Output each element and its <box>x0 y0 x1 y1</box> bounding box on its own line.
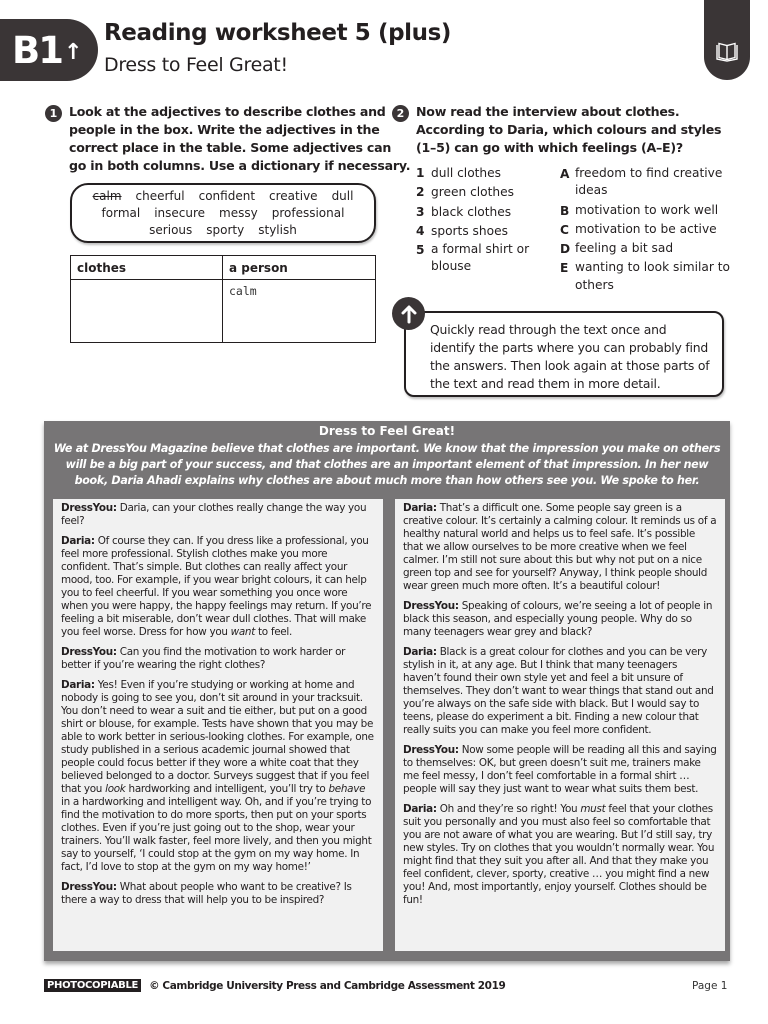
speaker-label: DressYou: <box>61 646 117 658</box>
turn-text: Black is a great colour for clothes and you can be very stylish in it, at any age. But I think that many teenagers haven’t found their own style yet and feel a bit unsure of themselves. They don’t want to wear things that stand out and you’re always on the safe side with black. But I would say to teens, please do experiment a bit. Finding a new colour that really suits you can make you feel more confident. <box>403 646 714 736</box>
speaker-label: Daria: <box>403 502 437 514</box>
speaker-label: DressYou: <box>61 502 117 514</box>
article-column-right <box>395 499 725 951</box>
item-text: black clothes <box>431 204 512 219</box>
word-stylish: stylish <box>258 222 297 237</box>
speaker-label: DressYou: <box>403 600 459 612</box>
instruction-line: (1–5) can go with which feelings (A–E)? <box>416 140 683 155</box>
tip-box <box>404 311 724 397</box>
turn-text: That’s a difficult one. Some people say green is a creative colour. It’s certainly a calming colour. It reminds us of a healthy natural world and helps us to feel safe. It’s possible that we allow ourselves to be more creative when we feel calmer. I’m still not sure about this but why not put on a nice green top and see for yourself? Anyway, I think people should wear green much more often. It’s a beautiful colour! <box>403 502 717 592</box>
item-text: freedom to find creative ideas <box>575 166 723 198</box>
speaker-label: DressYou: <box>61 881 117 893</box>
item-number: 4 <box>416 223 425 238</box>
word-serious: serious <box>149 222 193 237</box>
item-number: 1 <box>416 166 425 180</box>
speaker-label: Daria: <box>61 679 95 691</box>
emphasis: behave <box>328 783 366 795</box>
exercise-1-number: 1 <box>45 105 62 122</box>
exercise-2-number: 2 <box>392 105 409 122</box>
up-arrow-icon <box>392 297 425 330</box>
level-badge <box>0 19 98 81</box>
word-calm: calm <box>92 188 122 203</box>
interview-turn <box>61 535 375 639</box>
interview-turn <box>403 803 717 907</box>
turn-text: Now some people will be reading all this and saying to themselves: OK, but green doesn’t suit me, trainers make me feel messy, I don’t feel comfortable in a formal shirt … people will say they just want to wear what suits them best. <box>403 744 717 795</box>
word-creative: creative <box>269 188 318 203</box>
item-text: feeling a bit sad <box>575 241 674 256</box>
page-subtitle: Dress to Feel Great! <box>104 54 288 76</box>
item-text: a formal shirt or blouse <box>431 242 530 274</box>
item-text: motivation to work well <box>575 202 719 217</box>
instruction-line: Now read the interview about clothes. <box>416 104 680 119</box>
item-letter: E <box>560 261 569 276</box>
adjective-word-box <box>70 183 376 243</box>
footer <box>44 979 505 992</box>
interview-turn <box>403 600 717 639</box>
interview-turn <box>403 744 717 796</box>
turn-text: hardworking and intelligent, you’ll try to <box>125 783 329 795</box>
word-confident: confident <box>198 188 256 203</box>
interview-turn <box>403 646 717 737</box>
instruction-line: go in both columns. Use a dictionary if necessary. <box>69 158 411 173</box>
item-text: green clothes <box>431 185 514 200</box>
interview-turn <box>403 502 717 593</box>
list-item <box>560 221 730 240</box>
column-header-a-person: a person <box>223 256 376 280</box>
item-text: dull clothes <box>431 166 502 180</box>
word-messy: messy <box>219 205 258 220</box>
turn-text: Of course they can. If you dress like a professional, you feel more professional. Stylish clothes make you more confident. That’s simple. But clothes can really affect your mood, too. For example, if you wear bright colours, it can help you to feel cheerful. If you wear something you once wore when you were happy, the happy feelings may return. If you’re feeling a bit miserable, don’t wear dull clothes. That will make you feel worse. Dress for how you <box>61 535 372 638</box>
column-header-clothes: clothes <box>71 256 223 280</box>
item-text: sports shoes <box>431 223 508 238</box>
person-answer-cell[interactable]: calm <box>223 280 376 343</box>
reading-tab <box>704 0 750 80</box>
item-letter: D <box>560 242 571 257</box>
speaker-label: Daria: <box>403 803 437 815</box>
word-cheerful: cheerful <box>135 188 185 203</box>
interview-turn <box>61 679 375 874</box>
article-intro: We at DressYou Magazine believe that clothes are important. We know that the impression you make on others will be a big part of your success, and that clothes are an important element of that impression. In her new book, Daria Ahadi explains why clothes are about much more than how others see you. We spoke to her. <box>53 442 721 487</box>
instruction-line: According to Daria, which colours and styles <box>416 122 722 137</box>
word-insecure: insecure <box>154 205 206 220</box>
turn-text: Oh and they’re so right! You <box>439 803 581 815</box>
list-item <box>416 241 551 275</box>
word-sporty: sporty <box>206 222 245 237</box>
open-book-icon <box>715 42 739 62</box>
list-item <box>416 203 551 222</box>
exercise-1-instruction <box>69 103 410 175</box>
article-column-left <box>53 499 383 951</box>
item-text: wanting to look similar to others <box>575 260 730 292</box>
item-text: motivation to be active <box>575 221 717 236</box>
item-letter: A <box>560 167 570 181</box>
reading-panel <box>44 421 730 961</box>
item-number: 5 <box>416 243 425 258</box>
instruction-line: correct place in the table. Some adjectives can <box>69 140 392 155</box>
level-label: B1 <box>12 28 62 72</box>
instruction-line: people in the box. Write the adjectives in the <box>69 122 380 137</box>
item-number: 2 <box>416 185 425 200</box>
turn-text: Can you find the motivation to work harder or better if you’re wearing the right clothes? <box>61 646 346 671</box>
speaker-label: DressYou: <box>403 744 459 756</box>
emphasis: look <box>105 783 126 795</box>
instruction-line: Look at the adjectives to describe clothes and <box>69 104 386 119</box>
list-item <box>416 222 551 241</box>
photocopiable-badge: PHOTOCOPIABLE <box>44 979 141 992</box>
turn-text: feel that your clothes suit you personally and you must also feel so comfortable that you are not aware of what you are wearing. But I’d still say, try new styles. Try on clothes that you wouldn’t normally wear. You might find that they suit you after all. And that they make you feel confident, clever, sporty, creative … you might find a new you! And, most importantly, enjoy yourself. Clothes should be fun! <box>403 803 715 906</box>
list-item <box>560 259 730 296</box>
list-item <box>416 183 551 202</box>
word-professional: professional <box>271 205 345 220</box>
article-title: Dress to Feel Great! <box>318 424 456 438</box>
list-item <box>560 165 730 202</box>
table-header-row <box>71 256 376 280</box>
styles-list <box>416 164 551 275</box>
speaker-label: Daria: <box>403 646 437 658</box>
feelings-list <box>560 165 730 296</box>
turn-text: Speaking of colours, we’re seeing a lot of people in black this season, and especially young people. Why do so many teenagers wear grey and black? <box>403 600 713 638</box>
list-item <box>416 164 551 183</box>
tip-text: Quickly read through the text once and identify the parts where you can probably find the answers. Then look again at those parts of the text and read them in more detail. <box>430 322 710 391</box>
table-row <box>71 280 376 343</box>
page-number: Page 1 <box>692 980 728 992</box>
up-arrow-icon: ↑ <box>63 39 83 65</box>
item-number: 3 <box>416 204 425 219</box>
copyright-notice: © Cambridge University Press and Cambridge Assessment 2019 <box>149 979 506 992</box>
emphasis: must <box>580 803 606 815</box>
emphasis: want <box>230 626 255 638</box>
list-item <box>560 202 730 221</box>
turn-text: Yes! Even if you’re studying or working at home and nobody is going to see you, don’t sit around in your tracksuit. You don’t need to wear a suit and tie either, but put on a good shirt or blouse, for example. Tests have shown that you may be able to work better in serious-looking clothes. For example, one study published in a serious academic journal showed that people could focus better if they wore a white coat that they believed belonged to a doctor. Surveys suggest that if you feel that you <box>61 679 374 795</box>
turn-text: to feel. <box>255 626 292 638</box>
interview-turn <box>61 646 375 672</box>
interview-turn <box>61 502 375 528</box>
adjective-table <box>70 255 376 343</box>
item-letter: C <box>560 222 569 237</box>
word-formal: formal <box>101 205 141 220</box>
clothes-answer-cell[interactable] <box>71 280 223 343</box>
turn-text: in a hardworking and intelligent way. Oh, and if you’re trying to find the motivation to do more sports, then put on your sports clothes. Even if you’re just going out to the shop, wear your trainers. You’ll walk faster, feel more lively, and then you might say to yourself, ‘I could stop at the gym on my way home. In fact, I’d love to stop at the gym on my way home!’ <box>61 796 372 873</box>
word-dull: dull <box>331 188 354 203</box>
interview-turn <box>61 881 375 907</box>
page-title: Reading worksheet 5 (plus) <box>104 20 452 46</box>
turn-text: Daria, can your clothes really change the way you feel? <box>61 502 367 527</box>
list-item <box>560 240 730 259</box>
speaker-label: Daria: <box>61 535 95 547</box>
item-letter: B <box>560 203 570 218</box>
turn-text: What about people who want to be creative? Is there a way to dress that will help you to be inspired? <box>61 881 352 906</box>
exercise-2-instruction <box>416 103 721 157</box>
